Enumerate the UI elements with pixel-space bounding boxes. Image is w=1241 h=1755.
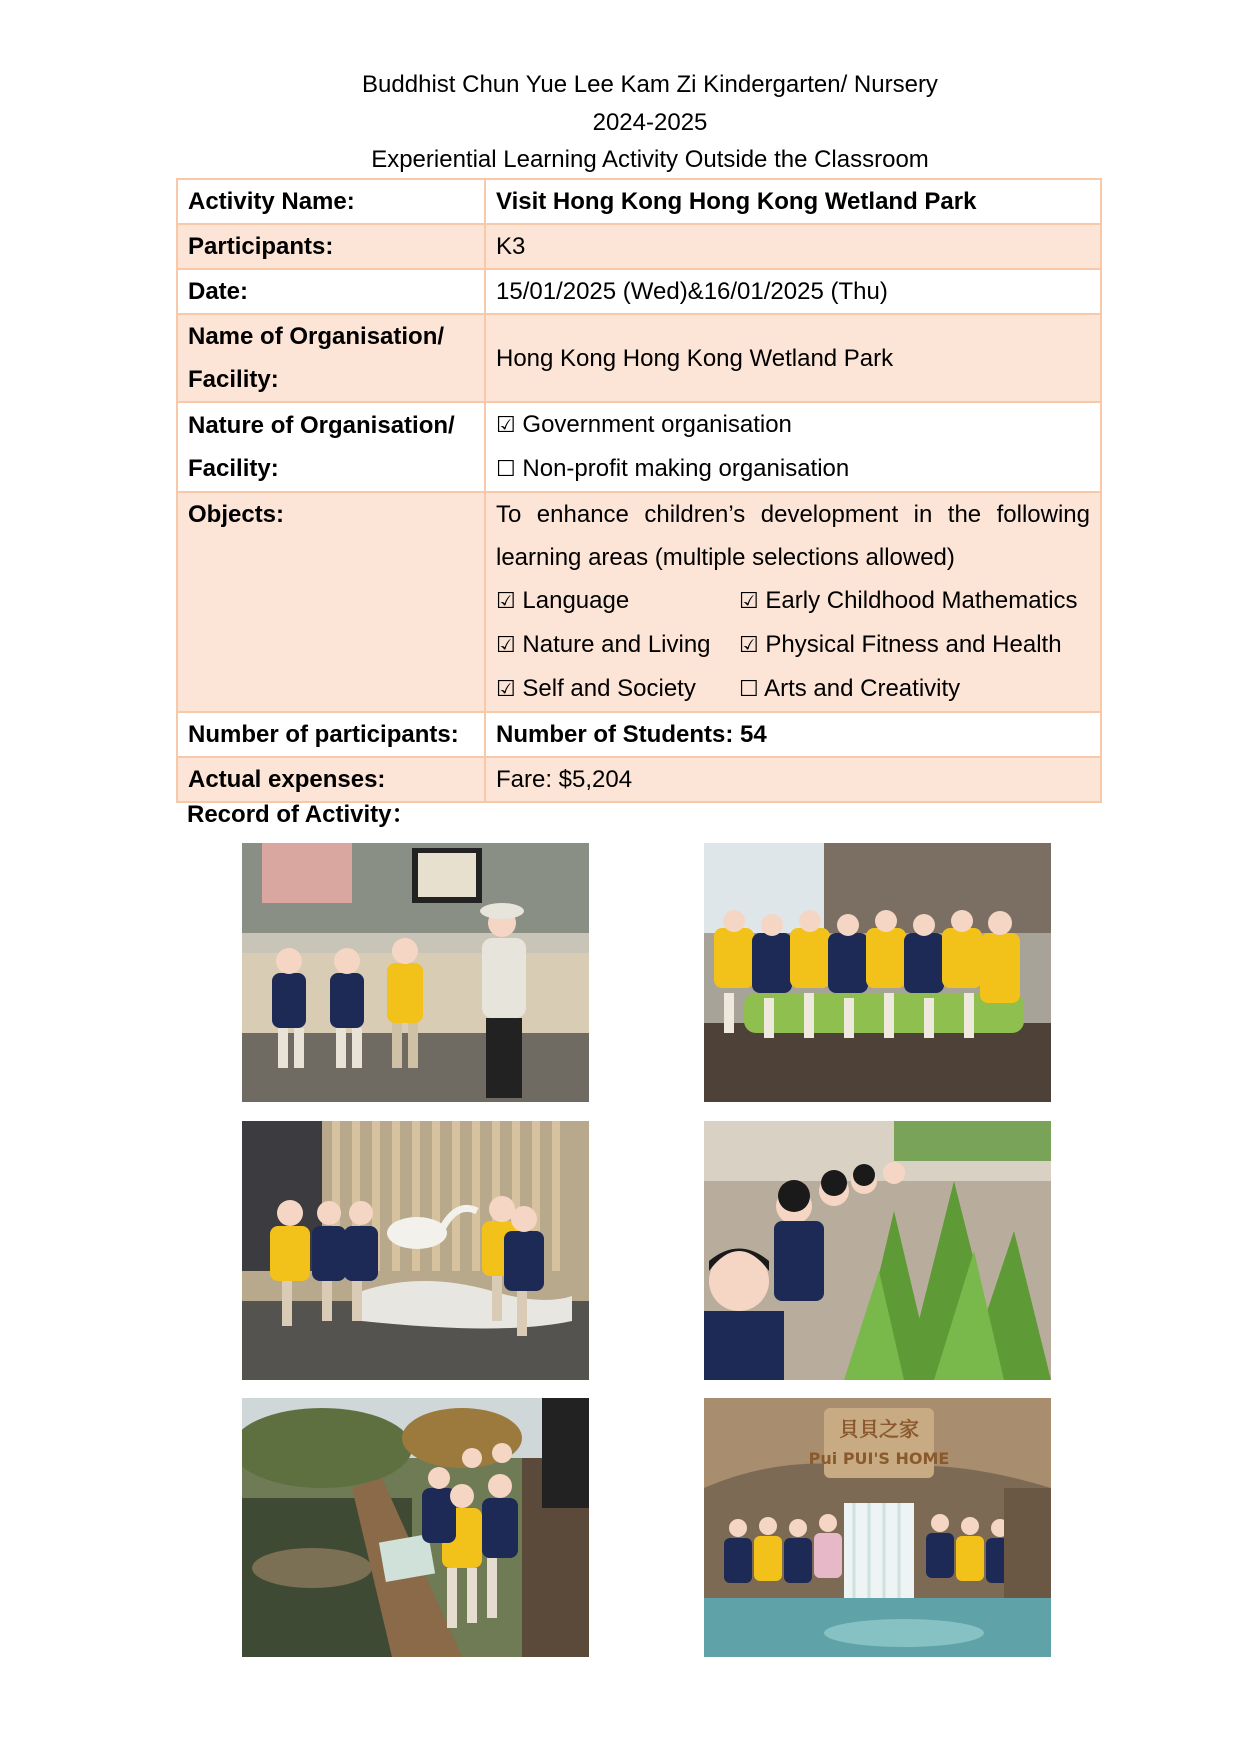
organisation-label-line1: Name of Organisation/	[188, 323, 445, 350]
nature-label	[177, 402, 485, 492]
unchecked-box-icon: ☐	[496, 457, 516, 482]
nature-option-text: Government organisation	[522, 411, 792, 438]
checked-box-icon: ☑	[739, 589, 759, 614]
date-label: Date:	[177, 269, 485, 314]
activity-photo-guide-talk	[242, 843, 589, 1102]
participants-value: K3	[485, 224, 1101, 269]
area-text: Early Childhood Mathematics	[765, 587, 1078, 614]
activity-name-value: Visit Hong Kong Hong Kong Wetland Park	[485, 179, 1101, 224]
participants-label: Participants:	[177, 224, 485, 269]
activity-info-table	[176, 178, 1102, 803]
activity-photo-boardwalk	[242, 1398, 589, 1657]
organisation-value: Hong Kong Hong Kong Wetland Park	[485, 314, 1101, 402]
area-arts-creativity	[739, 667, 1090, 711]
objects-intro-line1: To enhance children’s development in the following	[496, 501, 1090, 528]
area-nature-living	[496, 623, 739, 667]
activity-photo-egret-model	[242, 1121, 589, 1380]
objects-content	[485, 492, 1101, 712]
expenses-value: Fare: $5,204	[485, 757, 1101, 802]
sign-english-text: Pui PUI'S HOME	[808, 1449, 950, 1468]
activity-photo-group-seated	[704, 843, 1051, 1102]
school-name: Buddhist Chun Yue Lee Kam Zi Kindergarten/ Nursery	[362, 71, 938, 98]
checked-box-icon: ☑	[496, 633, 516, 658]
record-of-activity-label: Record of Activity：	[187, 801, 416, 828]
nature-label-line1: Nature of Organisation/	[188, 412, 455, 439]
area-physical-fitness	[739, 623, 1090, 667]
area-text: Nature and Living	[522, 631, 711, 658]
sign-chinese-text: 貝貝之家	[839, 1417, 919, 1441]
document-subtitle: Experiential Learning Activity Outside the Classroom	[371, 146, 929, 173]
checked-box-icon: ☑	[496, 677, 516, 702]
objects-intro-line2: learning areas (multiple selections allowed)	[496, 544, 955, 571]
expenses-label: Actual expenses:	[177, 757, 485, 802]
nature-option-text: Non-profit making organisation	[522, 455, 850, 482]
nature-options	[485, 402, 1101, 492]
organisation-label	[177, 314, 485, 402]
unchecked-box-icon: ☐	[739, 677, 759, 702]
area-text: Language	[522, 587, 630, 614]
checked-box-icon: ☑	[496, 589, 516, 614]
area-self-society	[496, 667, 739, 711]
learning-areas-grid	[496, 579, 1090, 711]
nature-option-nonprofit	[496, 447, 1090, 491]
area-text: Arts and Creativity	[764, 675, 961, 702]
checked-box-icon: ☑	[496, 413, 516, 438]
organisation-label-line2: Facility:	[188, 366, 279, 393]
activity-photo-plants	[704, 1121, 1051, 1380]
date-value: 15/01/2025 (Wed)&16/01/2025 (Thu)	[485, 269, 1101, 314]
nature-label-line2: Facility:	[188, 455, 279, 482]
area-language	[496, 579, 739, 623]
checked-box-icon: ☑	[739, 633, 759, 658]
area-text: Physical Fitness and Health	[765, 631, 1062, 658]
number-label: Number of participants:	[177, 712, 485, 757]
number-value: Number of Students: 54	[485, 712, 1101, 757]
activity-photo-pui-pui-home	[704, 1398, 1051, 1657]
objects-label: Objects:	[177, 492, 485, 712]
activity-name-label: Activity Name:	[177, 179, 485, 224]
school-year: 2024-2025	[592, 108, 708, 136]
nature-option-government	[496, 403, 1090, 447]
document-header	[0, 66, 1241, 179]
area-mathematics	[739, 579, 1090, 623]
area-text: Self and Society	[522, 675, 696, 702]
